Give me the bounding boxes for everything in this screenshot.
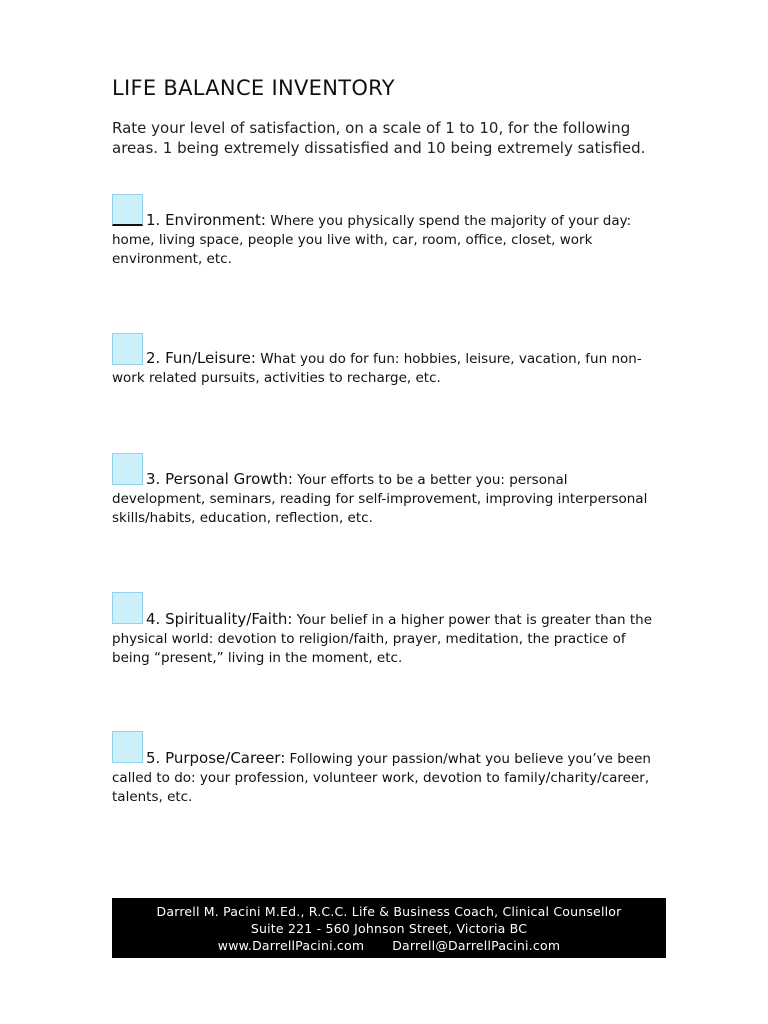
item-description: Your belief in a higher power that is greater than the physical world: devotion to religion/faith, prayer, meditation, the practice of being “present,” living in the moment, etc.: [112, 612, 653, 666]
inventory-item-fun-leisure: [112, 332, 657, 392]
website-link[interactable]: www.DarrellPacini.com: [217, 938, 365, 953]
item-text: [112, 211, 657, 269]
inventory-item-purpose-career: [112, 731, 657, 811]
footer-contacts: [112, 937, 666, 954]
page-title: LIFE BALANCE INVENTORY: [112, 76, 395, 100]
item-description: Following your passion/what you believe you’ve been called to do: your profession, volunteer work, devotion to family/charity/career, talents, etc.: [112, 751, 651, 805]
inventory-item-personal-growth: [112, 453, 657, 533]
item-text: [112, 349, 657, 388]
item-heading: 2. Fun/Leisure:: [146, 349, 256, 367]
email-link[interactable]: Darrell@DarrellPacini.com: [392, 938, 561, 953]
instructions-text: Rate your level of satisfaction, on a scale of 1 to 10, for the following areas. 1 being extremely dissatisfied and 10 being extremely satisfied.: [112, 119, 646, 157]
item-description: Your efforts to be a better you: personal development, seminars, reading for self-improvement, improving interpersonal skills/habits, education, reflection, etc.: [112, 472, 648, 526]
contact-footer: [112, 898, 666, 958]
inventory-item-spirituality-faith: [112, 592, 657, 672]
item-heading: 5. Purpose/Career:: [146, 749, 286, 767]
inventory-item-environment: [112, 194, 657, 274]
item-heading: 3. Personal Growth:: [146, 470, 293, 488]
item-heading: 4. Spirituality/Faith:: [146, 610, 293, 628]
item-description: What you do for fun: hobbies, leisure, vacation, fun non-work related pursuits, activities to recharge, etc.: [112, 351, 642, 386]
item-text: [112, 610, 657, 668]
footer-credentials: Darrell M. Pacini M.Ed., R.C.C. Life & Business Coach, Clinical Counsellor: [156, 904, 622, 919]
item-description: Where you physically spend the majority of your day: home, living space, people you live with, car, room, office, closet, work environment, etc.: [112, 213, 632, 267]
footer-address: Suite 221 - 560 Johnson Street, Victoria BC: [250, 921, 528, 936]
item-text: [112, 470, 657, 528]
item-text: [112, 749, 657, 807]
item-heading: 1. Environment:: [146, 211, 266, 229]
